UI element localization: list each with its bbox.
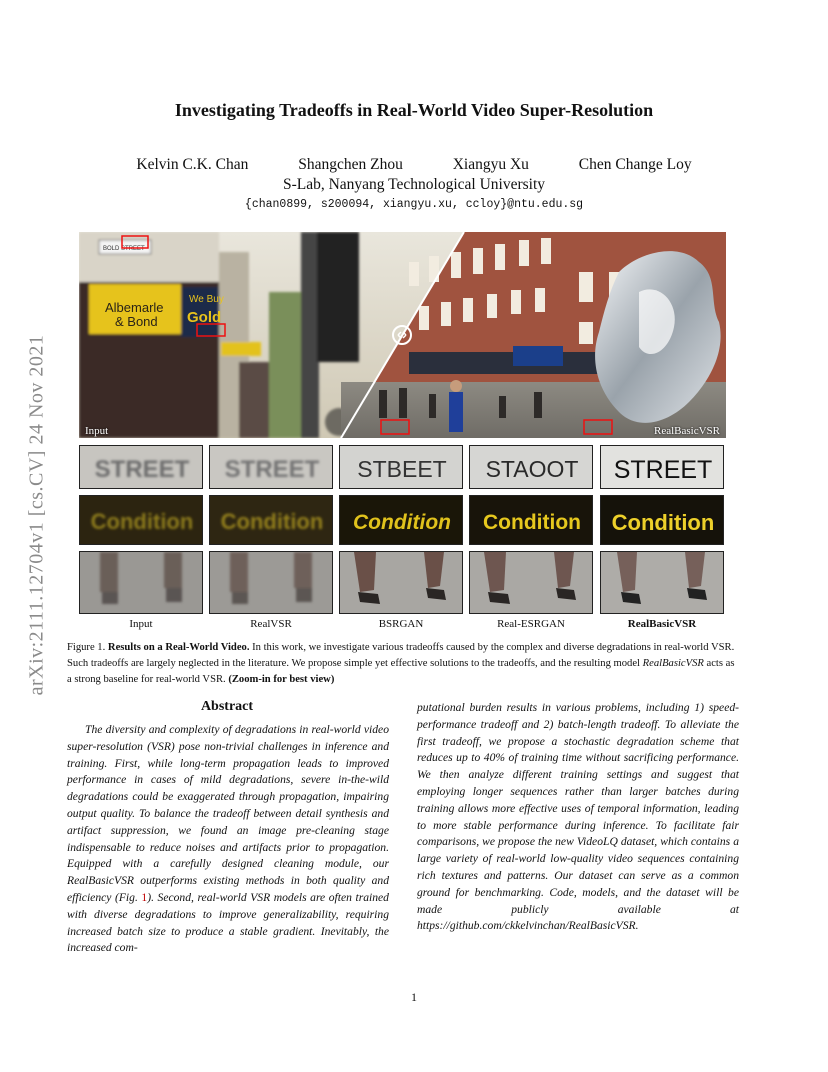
caption-text-1: In this work, we investigate various tradeoffs caused by the complex and diverse degradations in real-world VSR. Such tradeoffs are largely neglected in the literature. We propose simple yet effective solutions to the tradeoffs, and the resulting model [67,642,735,669]
author-2: Shangchen Zhou [298,156,403,173]
method-label-realbasicvsr: RealBasicVSR [627,618,697,630]
crop-condition-input-text: Condition [90,509,194,534]
crop-legs-realvsr [209,551,333,614]
crop-legs-realbasicvsr [600,551,724,614]
abstract-heading: Abstract [200,699,254,714]
abstract-right-column: putational burden results in various problems, including 1) speed-performance tradeoff and 2) batch-length tradeoff. To alleviate the first tradeoff, we propose a stochastic degradation scheme that reduces up to 40% of training time without sacrificing performance. We then analyze different training settings and suggest that employing longer sequences rather than larger batches during training allows more effective uses of temporal information, leading to more stable performance during inference. To facilitate fair comparisons, we propose the new VideoLQ dataset, which contains a large variety of real-world low-quality video sequences containing rich textures and patterns. Our dataset can serve as a common ground for benchmarking. Code, models, and the dataset will be made publicly available at https://github.com/ckkelvinchan/RealBasicVSR. [417,701,739,933]
caption-label: Figure 1. [67,642,106,653]
crop-condition-realvsr-text: Condition [220,509,324,534]
paper-title: Investigating Tradeoffs in Real-World Video Super-Resolution [174,100,654,120]
sign-gold: Gold [187,309,222,326]
caption-model: RealBasicVSR [642,658,704,669]
sign-street: BOLD STREET [103,246,145,252]
caption-zoom: (Zoom-in for best view) [228,674,335,685]
crop-street-realesrgan-text: STAOOT [485,456,579,482]
hero-street-scene [79,232,726,438]
crop-condition-realbasicvsr [600,495,724,545]
crop-condition-bsrgan [339,495,463,545]
author-1: Kelvin C.K. Chan [136,156,249,173]
abstract-left-part-b: ). Second, real-world VSR models are often trained with diverse degradations to improve generalizability, requiring increased batch size to produce a stable gradient. Inevitably, the increased com- [67,890,389,955]
hero-figure [79,232,726,438]
crop-condition-realvsr [209,495,333,545]
method-label-input: Input [129,618,153,630]
arxiv-text: arXiv:2111.12704v1 [cs.CV] 24 Nov 2021 [25,334,48,696]
crop-street-realvsr [209,445,333,489]
crop-legs-realesrgan [469,551,593,614]
crop-legs-input [79,551,203,614]
crop-street-bsrgan-text: STBEET [357,456,447,482]
crop-street-realbasicvsr-text: STREET [613,456,713,484]
arxiv-identifier [24,272,50,758]
method-label-realvsr: RealVSR [250,618,292,630]
method-label-realesrgan: Real-ESRGAN [497,618,565,630]
abstract-left-part-a: The diversity and complexity of degradations in real-world video super-resolution (VSR) pose non-trivial challenges in inference and training. First, while long-term propagation leads to improved performance in cases of mild degradations, severe in-the-wild degradations could be exaggerated through propagation, impairing output quality. To balance the tradeoff between detail synthesis and artifact suppression, we found an image pre-cleaning stage indispensable to reduce noises and artifacts prior to propagation. Equipped with a carefully designed cleaning module, our RealBasicVSR outperforms existing methods in both quality and efficiency (Fig. [67,723,389,904]
hero-input-label: Input [85,425,109,437]
caption-text-2: acts as a strong baseline for real-world VSR. [67,658,735,685]
author-3: Xiangyu Xu [452,156,529,173]
sign-albemarle: Albemarle [105,300,164,315]
crop-street-input-text: STREET [94,456,190,483]
figure-1-link[interactable]: 1 [141,890,148,904]
crop-street-input [79,445,203,489]
crop-condition-bsrgan-text: Condition [353,511,451,534]
author-emails: {chan0899, s200094, xiangyu.xu, ccloy}@ntu.edu.sg [244,198,584,211]
crop-condition-realesrgan-text: Condition [483,511,581,534]
author-4: Chen Change Loy [578,156,692,173]
abstract-left-column [67,722,389,957]
crop-street-realvsr-text: STREET [224,456,320,483]
crop-condition-realesrgan [469,495,593,545]
affiliation: S-Lab, Nanyang Technological University [282,176,546,193]
page-number: 1 [411,990,417,1004]
crop-condition-input [79,495,203,545]
sign-we-buy: We Buy [189,294,224,305]
crop-street-bsrgan [339,445,463,489]
crop-street-realesrgan [469,445,593,489]
sign-and-bond: & Bond [115,314,158,329]
author-list [0,156,828,174]
figure-caption [67,640,739,688]
crop-street-realbasicvsr [600,445,724,489]
crop-legs-bsrgan [339,551,463,614]
hero-output-label: RealBasicVSR [654,425,720,437]
method-label-bsrgan: BSRGAN [378,618,424,630]
crop-condition-realbasicvsr-text: Condition [611,510,715,535]
caption-bold: Results on a Real-World Video. [107,642,250,653]
